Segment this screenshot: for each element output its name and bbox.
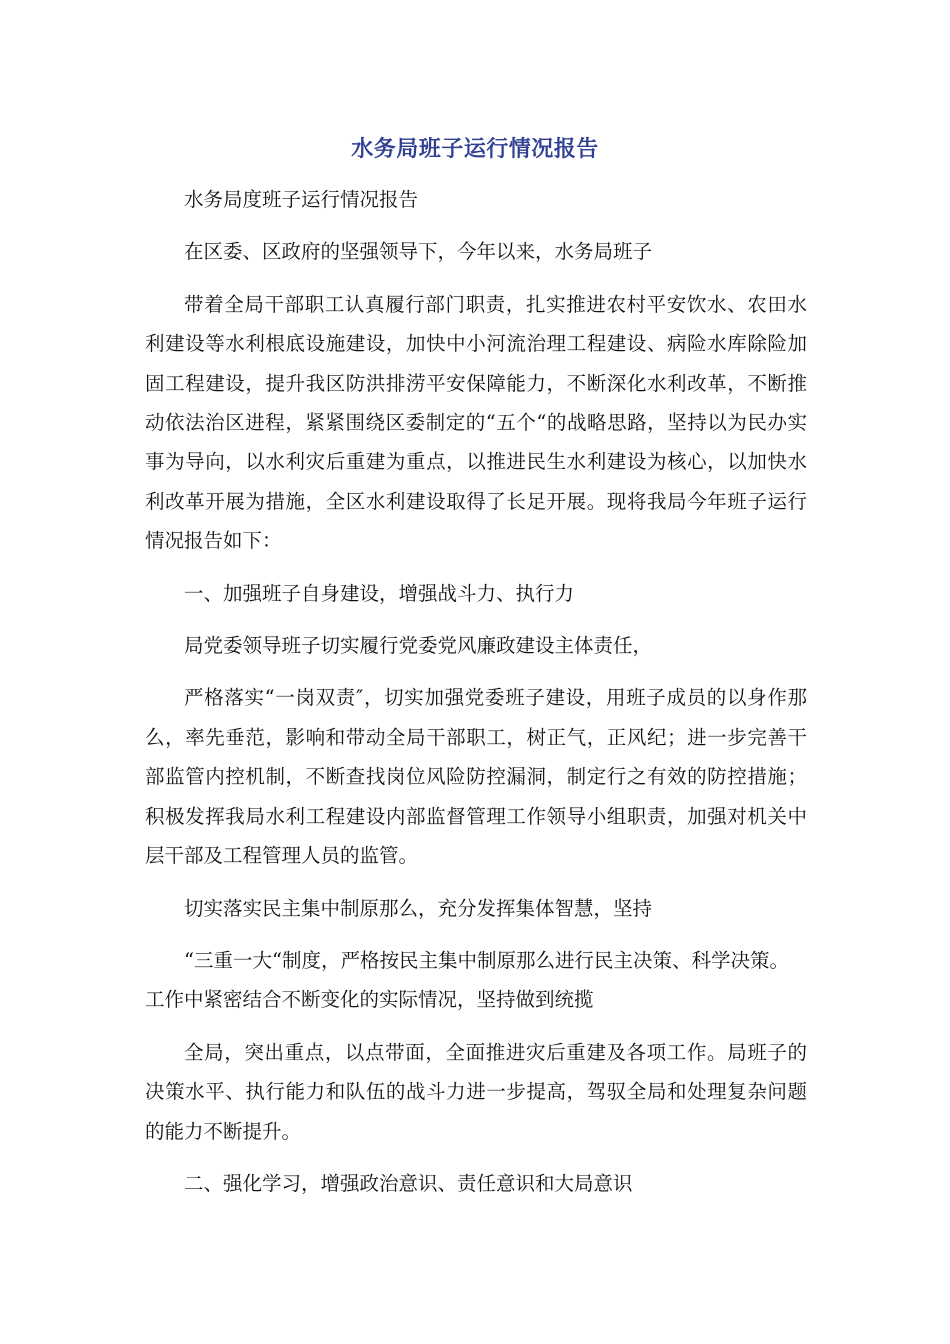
paragraph-intro-lead: 在区委、区政府的坚强领导下，今年以来，水务局班子 [184, 240, 653, 264]
paragraph-democracy-result: 全局，突出重点，以点带面，全面推进灾后重建及各项工作。局班子的决策水平、执行能力和队伍的战斗力进一步提高，驾驭全局和处理复杂问题的能力不断提升。 [145, 1040, 807, 1143]
paragraph-intro-body: 带着全局干部职工认真履行部门职责，扎实推进农村平安饮水、农田水利建设等水利根底设施建设，加快中小河流治理工程建设、病险水库除险加固工程建设，提升我区防洪排涝平安保障能力，不断深化水利改革，不断推动依法治区进程，紧紧围绕区委制定的“五个“的战略思路，坚持以为民办实事为导向，以水利灾后重建为重点，以推进民生水利建设为核心，以加快水利改革开展为措施，全区水利建设取得了长足开展。现将我局今年班子运行情况报告如下： [145, 292, 807, 553]
paragraph-section1-lead: 局党委领导班子切实履行党委党风廉政建设主体责任， [184, 634, 653, 658]
document-body [145, 180, 807, 1216]
paragraph-subtitle: 水务局度班子运行情况报告 [184, 188, 419, 211]
paragraph-democracy-lead: 切实落实民主集中制原那么，充分发挥集体智慧，坚持 [184, 896, 653, 920]
paragraph-democracy-body: “三重一大“制度，严格按民主集中制原那么进行民主决策、科学决策。工作中紧密结合不断变化的实际情况，坚持做到统揽 [145, 948, 789, 1012]
paragraph-section1-body: 严格落实“一岗双责″，切实加强党委班子建设，用班子成员的以身作那么，率先垂范，影响和带动全局干部职工，树正气，正风纪；进一步完善干部监管内控机制，不断查找岗位风险防控漏洞，制定行之有效的防控措施；积极发挥我局水利工程建设内部监督管理工作领导小组职责，加强对机关中层干部及工程管理人员的监管。 [145, 686, 807, 868]
document-title: 水务局班子运行情况报告 [351, 137, 599, 162]
section-heading-1: 一、加强班子自身建设，增强战斗力、执行力 [184, 581, 575, 605]
section-heading-2: 二、强化学习，增强政治意识、责任意识和大局意识 [184, 1171, 633, 1195]
